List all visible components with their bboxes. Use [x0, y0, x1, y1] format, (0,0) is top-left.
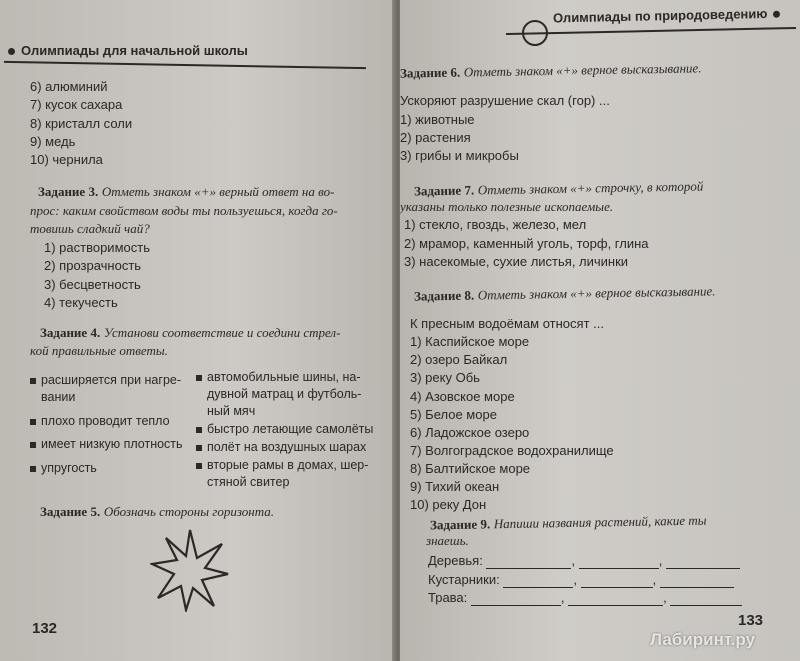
match-right-text: стяной свитер [207, 475, 290, 489]
square-bullet-icon [30, 419, 36, 425]
match-right-item [196, 439, 366, 456]
bullet-icon [773, 10, 780, 17]
task9-heading [430, 512, 707, 534]
task8-option: 8) Балтийское море [410, 461, 531, 476]
olympiad-logo-icon [522, 20, 548, 46]
task6-stem: Ускоряют разрушение скал (гор) ... [400, 93, 610, 108]
shrubs-blank-2[interactable] [581, 575, 653, 588]
watermark: Лабиринт.ру [650, 630, 756, 649]
task7-text-1: Отметь знаком «+» строчку, в которой [477, 178, 704, 198]
task9-text-2: знаешь. [426, 533, 469, 548]
left-page [0, 0, 395, 661]
task9-text-1: Напиши названия растений, какие ты [493, 512, 707, 532]
task7-option: 1) стекло, гвоздь, железо, мел [404, 217, 587, 232]
task8-option: 1) Каспийское море [410, 334, 530, 349]
task8-option: 3) реку Обь [410, 370, 480, 385]
match-right-text: вторые рамы в домах, шер- [207, 458, 369, 472]
grass-field-row: Трава: , , [428, 589, 742, 606]
list-item: 6) алюминий [30, 79, 108, 94]
task3-text-1: Отметь знаком «+» верный ответ на во- [101, 184, 335, 199]
task4-heading [40, 324, 340, 341]
list-item: 9) медь [30, 134, 76, 149]
task7-text-2: указаны только полезные ископаемые. [400, 199, 614, 214]
match-right-text: автомобильные шины, на- [207, 370, 361, 384]
right-header-rule [506, 27, 796, 35]
list-item: 7) кусок сахара [30, 97, 123, 112]
task8-stem: К пресным водоёмам относят ... [410, 316, 604, 331]
right-header-text: Олимпиады по природоведению [552, 5, 768, 26]
task7-option: 3) насекомые, сухие листья, личинки [404, 254, 629, 269]
match-left-text: расширяется при нагре- [41, 373, 182, 387]
match-left-item [30, 372, 181, 389]
task3-option: 3) бесцветность [44, 277, 141, 292]
match-right-text: дувной матрац и футболь- [207, 387, 362, 401]
match-right-item [196, 369, 361, 386]
bullet-icon [8, 48, 15, 55]
task4-text-1: Установи соответствие и соедини стрел- [103, 325, 341, 340]
task6-text: Отметь знаком «+» верное высказывание. [463, 60, 702, 80]
compass-star-icon [150, 528, 230, 612]
shrubs-blank-3[interactable] [660, 575, 734, 588]
grass-blank-3[interactable] [670, 593, 742, 606]
trees-blank-1[interactable] [486, 556, 571, 569]
task8-label: Задание 8. [413, 287, 475, 304]
match-right-text: полёт на воздушных шарах [207, 440, 367, 454]
task7-label: Задание 7. [413, 182, 475, 199]
left-header-text: Олимпиады для начальной школы [21, 43, 248, 58]
shrubs-blank-1[interactable] [503, 575, 573, 588]
task6-option: 3) грибы и микробы [400, 148, 519, 163]
match-left-item [30, 460, 97, 477]
match-left-text: упругость [41, 461, 97, 475]
trees-blank-2[interactable] [579, 556, 659, 569]
square-bullet-icon [196, 375, 202, 381]
square-bullet-icon [196, 463, 202, 469]
task6-label: Задание 6. [400, 64, 461, 81]
match-left-text: вании [41, 390, 76, 404]
task3-text-2: прос: каким свойством воды ты пользуешься, когда го- [30, 203, 338, 218]
task6-heading [400, 59, 702, 81]
trees-label: Деревья: [428, 553, 483, 568]
match-left-item [30, 413, 170, 430]
task7-option: 2) мрамор, каменный уголь, торф, глина [404, 236, 649, 251]
match-right-text: ный мяч [207, 404, 256, 418]
trees-field-row: Деревья: , , [428, 552, 740, 569]
grass-blank-1[interactable] [471, 593, 561, 606]
square-bullet-icon [196, 445, 202, 451]
task3-option: 1) растворимость [44, 240, 150, 255]
square-bullet-icon [196, 427, 202, 433]
match-left-item [30, 436, 183, 453]
task5-heading [40, 503, 274, 520]
task3-text-3: товишь сладкий чай? [30, 221, 150, 236]
task9-label: Задание 9. [429, 516, 491, 533]
left-running-header [8, 43, 248, 58]
left-header-rule [4, 61, 366, 69]
task8-option: 5) Белое море [410, 407, 497, 422]
page-number-right: 133 [738, 612, 764, 629]
trees-blank-3[interactable] [666, 556, 740, 569]
grass-blank-2[interactable] [568, 593, 663, 606]
square-bullet-icon [30, 466, 36, 472]
task8-heading [414, 282, 716, 304]
right-running-header [553, 6, 787, 26]
task6-option: 2) растения [400, 130, 471, 145]
match-left-text: имеет низкую плотность [41, 437, 183, 451]
right-page [400, 0, 800, 661]
task3-option: 4) текучесть [44, 295, 118, 310]
match-right-text: быстро летающие самолёты [207, 422, 374, 436]
match-left-text: плохо проводит тепло [41, 414, 170, 428]
page-number-left: 132 [32, 620, 58, 637]
task8-option: 4) Азовское море [410, 389, 515, 404]
task8-text: Отметь знаком «+» верное высказывание. [477, 283, 716, 303]
task5-label: Задание 5. [40, 504, 101, 519]
task8-option: 6) Ладожское озеро [410, 425, 530, 440]
task4-text-2: кой правильные ответы. [30, 343, 168, 358]
task4-label: Задание 4. [40, 325, 101, 340]
task7-heading [414, 177, 704, 199]
task3-option: 2) прозрачность [44, 258, 142, 273]
shrubs-field-row: Кустарники: , , [428, 571, 734, 588]
square-bullet-icon [30, 442, 36, 448]
task8-option: 2) озеро Байкал [410, 352, 508, 367]
task8-option: 9) Тихий океан [410, 479, 500, 494]
task3-heading [38, 183, 334, 200]
grass-label: Трава: [428, 590, 468, 605]
task6-option: 1) животные [400, 112, 475, 127]
task8-option: 10) реку Дон [410, 497, 487, 512]
task5-text: Обозначь стороны горизонта. [103, 504, 275, 519]
match-right-item [196, 421, 373, 438]
square-bullet-icon [30, 378, 36, 384]
task8-option: 7) Волгоградское водохранилище [410, 443, 614, 458]
task3-label: Задание 3. [38, 184, 99, 199]
list-item: 10) чернила [30, 152, 103, 167]
match-right-item [196, 457, 368, 474]
shrubs-label: Кустарники: [428, 572, 500, 587]
list-item: 8) кристалл соли [30, 116, 133, 131]
